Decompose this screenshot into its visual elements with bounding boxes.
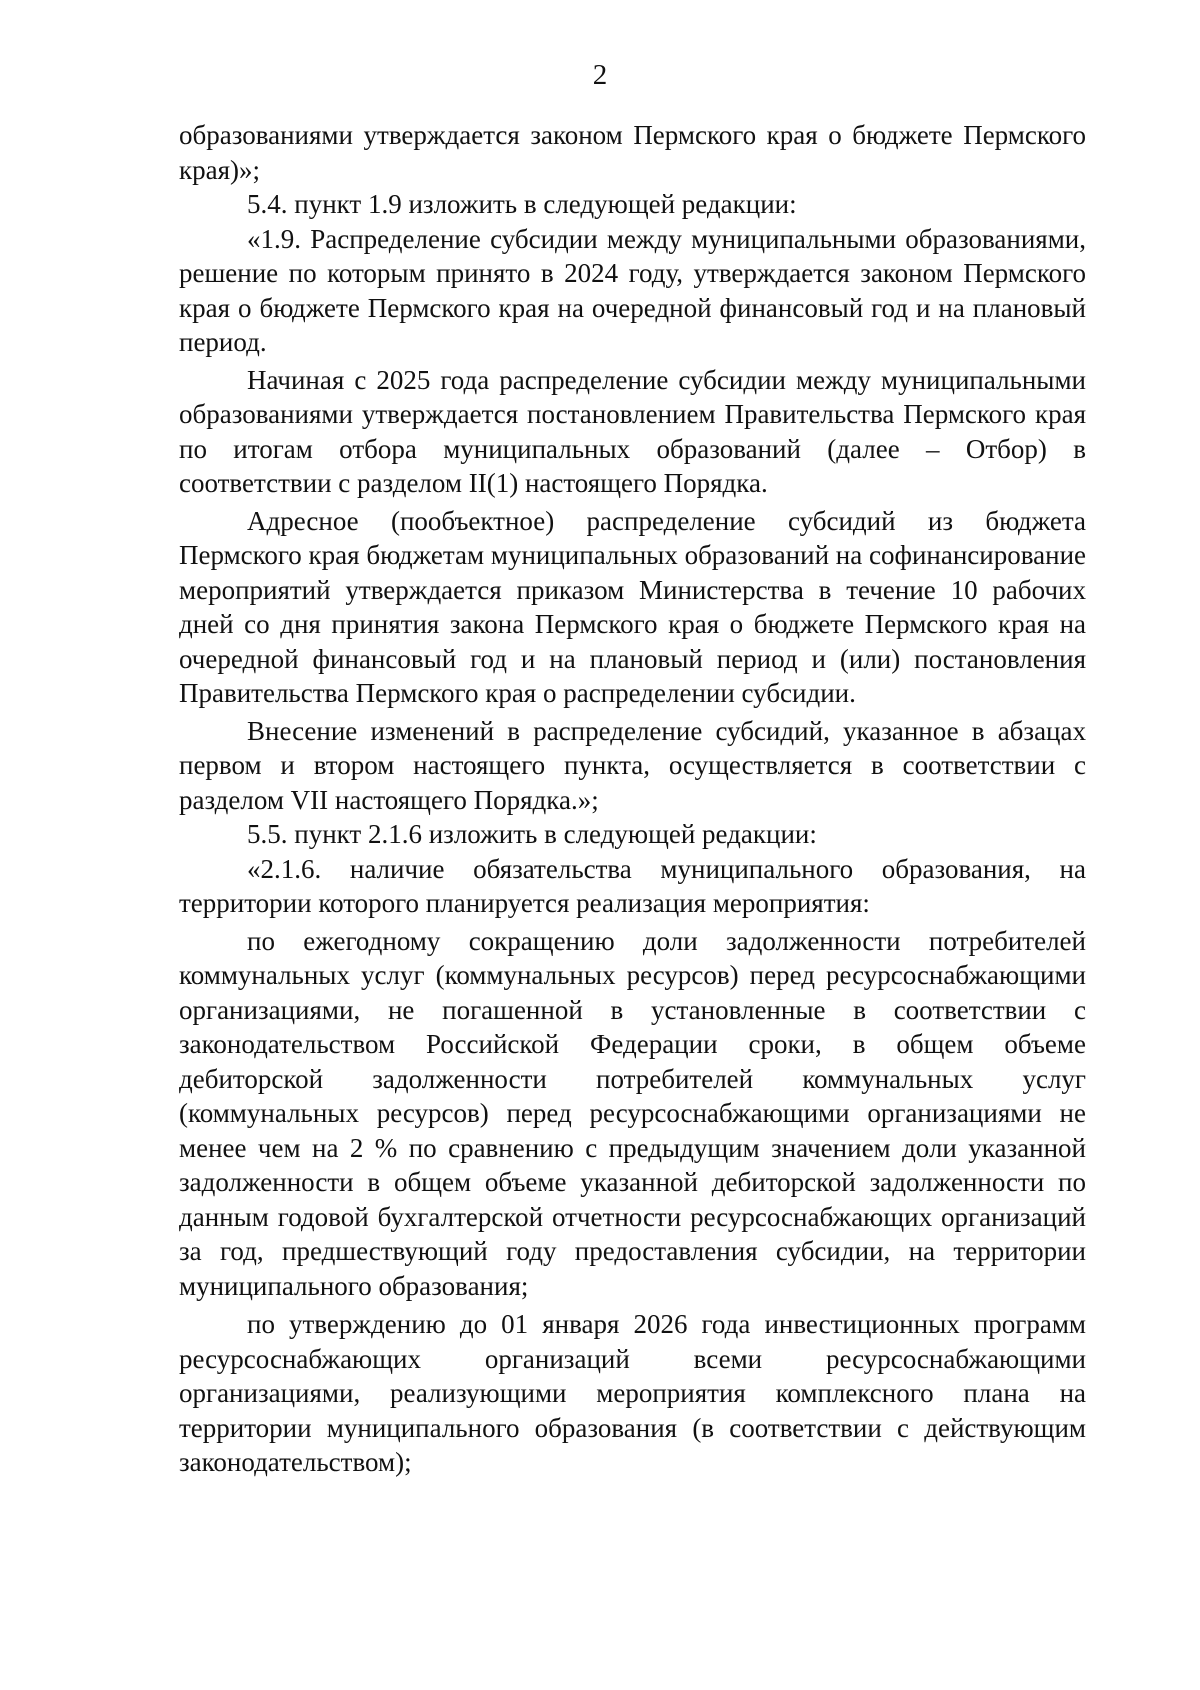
paragraph-address-distribution: Адресное (пообъектное) распределение субсидий из бюджета Пермского края бюджетам муниципальных образований на софинансирование мероприятий утверждается приказом Министерства в течение 10 рабочих дней со дня принятия закона Пермского края о бюджете Пермского края на очередной финансовый год и на плановый период и (или) постановления Правительства Пермского края о распределении субсидии. <box>179 505 1086 708</box>
paragraph-item-5-4: 5.4. пункт 1.9 изложить в следующей редакции: <box>247 189 797 219</box>
paragraph-clause-1-9: «1.9. Распределение субсидии между муниципальными образованиями, решение по которым принято в 2024 году, утверждается законом Пермского края о бюджете Пермского края на очередной финансовый год и на плановый период. <box>179 223 1086 357</box>
paragraph-investment-programs: по утверждению до 01 января 2026 года инвестиционных программ ресурсоснабжающих организаций всеми ресурсоснабжающими организациями, реализующими мероприятия комплексного плана на территории муниципального образования (в соответствии с действующим законодательством); <box>179 1309 1086 1477</box>
document-body <box>179 118 1086 1480</box>
paragraph-from-2025: Начиная с 2025 года распределение субсидии между муниципальными образованиями утверждается постановлением Правительства Пермского края по итогам отбора муниципальных образований (далее – Отбор) в соответствии с разделом II(1) настоящего Порядка. <box>179 364 1086 498</box>
paragraph-debt-reduction: по ежегодному сокращению доли задолженности потребителей коммунальных услуг (коммунальных ресурсов) перед ресурсоснабжающими организациями, не погашенной в установленные в соответствии с законодательством Российской Федерации сроки, в общем объеме дебиторской задолженности потребителей коммунальных услуг (коммунальных ресурсов) перед ресурсоснабжающими организациями не менее чем на 2 % по сравнению с предыдущим значением доли указанной задолженности в общем объеме указанной дебиторской задолженности по данным годовой бухгалтерской отчетности ресурсоснабжающих организаций за год, предшествующий году предоставления субсидии, на территории муниципального образования; <box>179 925 1086 1301</box>
paragraph-continuation: образованиями утверждается законом Пермского края о бюджете Пермского края)»; <box>179 120 1086 185</box>
paragraph-amendments: Внесение изменений в распределение субсидий, указанное в абзацах первом и втором настоящего пункта, осуществляется в соответствии с разделом VII настоящего Порядка.»; <box>179 715 1086 815</box>
paragraph-clause-2-1-6: «2.1.6. наличие обязательства муниципального образования, на территории которого планируется реализация мероприятия: <box>179 853 1086 918</box>
page-number: 2 <box>592 59 608 91</box>
paragraph-item-5-5: 5.5. пункт 2.1.6 изложить в следующей редакции: <box>247 819 817 849</box>
